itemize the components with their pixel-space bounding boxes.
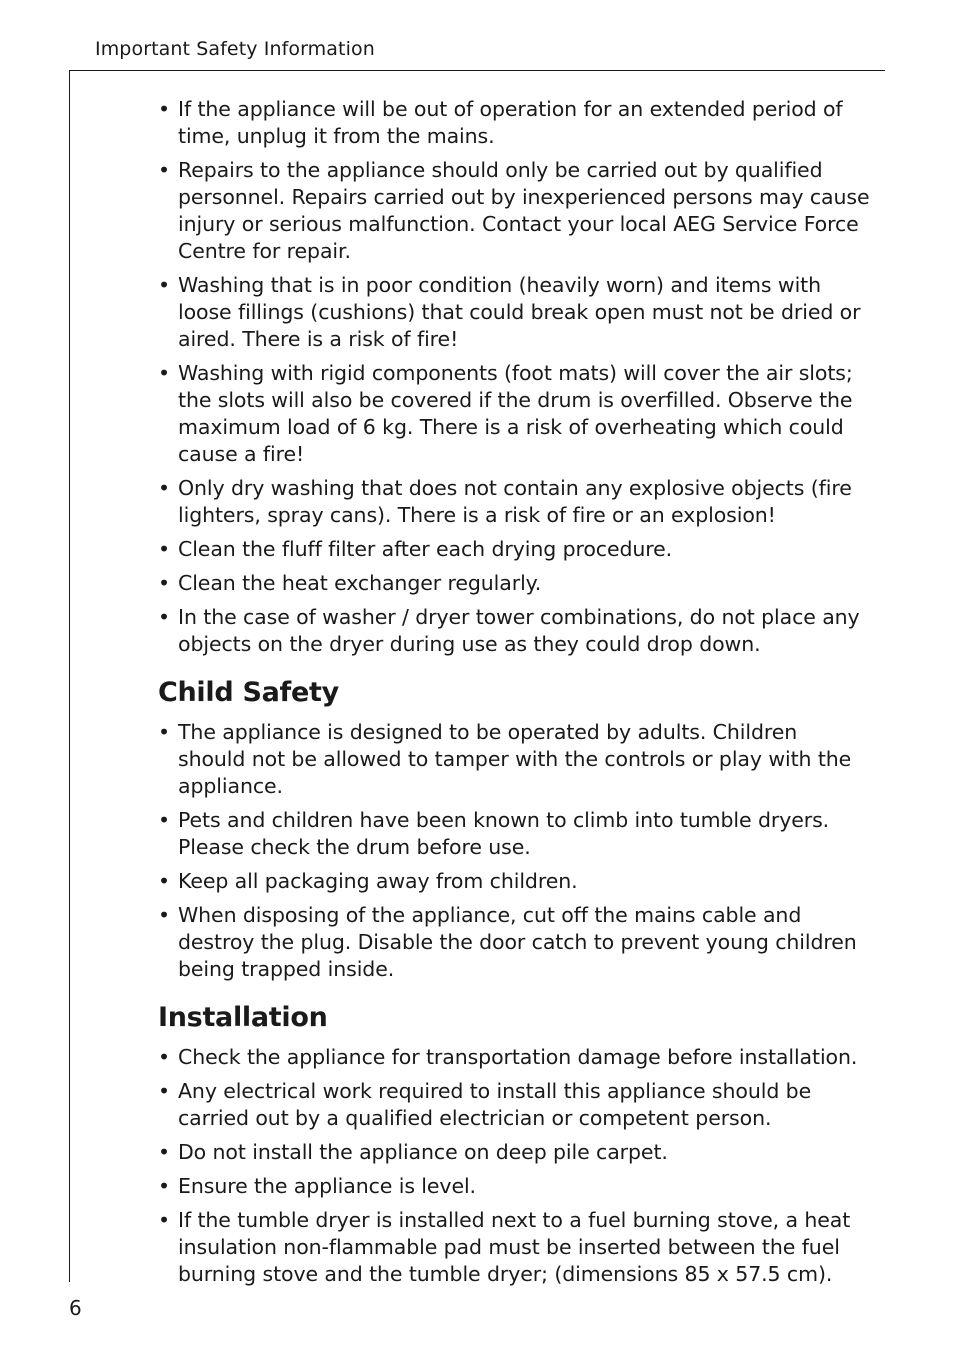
bullet-icon: • bbox=[158, 1079, 170, 1103]
list-item-text: When disposing of the appliance, cut off the mains cable and destroy the plug. Disable the door catch to prevent young children being trapped inside. bbox=[178, 903, 857, 981]
bullet-list bbox=[158, 96, 870, 658]
list-item-text: The appliance is designed to be operated by adults. Children should not be allowed to tamper with the controls or play with the appliance. bbox=[178, 720, 852, 798]
list-item bbox=[158, 96, 870, 150]
bullet-icon: • bbox=[158, 1140, 170, 1164]
bullet-icon: • bbox=[158, 361, 170, 385]
list-item bbox=[158, 902, 870, 983]
list-item bbox=[158, 604, 870, 658]
page-number: 6 bbox=[69, 1296, 82, 1320]
bullet-icon: • bbox=[158, 903, 170, 927]
bullet-list-child-safety bbox=[158, 719, 870, 983]
bullet-icon: • bbox=[158, 605, 170, 629]
list-item-text: Do not install the appliance on deep pile carpet. bbox=[178, 1140, 668, 1164]
bullet-list-installation bbox=[158, 1044, 870, 1288]
list-item bbox=[158, 570, 870, 597]
list-item-text: Washing that is in poor condition (heavily worn) and items with loose fillings (cushions) that could break open must not be dried or aired. There is a risk of fire! bbox=[178, 273, 861, 351]
list-item-text: Any electrical work required to install this appliance should be carried out by a qualified electrician or competent person. bbox=[178, 1079, 812, 1130]
bullet-icon: • bbox=[158, 720, 170, 744]
bullet-icon: • bbox=[158, 476, 170, 500]
list-item bbox=[158, 1044, 870, 1071]
list-item-text: Clean the fluff filter after each drying procedure. bbox=[178, 537, 673, 561]
bullet-icon: • bbox=[158, 537, 170, 561]
list-item-text: If the appliance will be out of operation for an extended period of time, unplug it from the mains. bbox=[178, 97, 843, 148]
bullet-icon: • bbox=[158, 869, 170, 893]
bullet-icon: • bbox=[158, 1174, 170, 1198]
page-header-title: Important Safety Information bbox=[95, 38, 375, 60]
list-item bbox=[158, 719, 870, 800]
list-item bbox=[158, 1207, 870, 1288]
list-item-text: If the tumble dryer is installed next to a fuel burning stove, a heat insulation non-flammable pad must be inserted between the fuel burning stove and the tumble dryer; (dimensions 85 x 57.5 cm). bbox=[178, 1208, 851, 1286]
list-item bbox=[158, 807, 870, 861]
bullet-icon: • bbox=[158, 808, 170, 832]
list-item bbox=[158, 1139, 870, 1166]
bullet-icon: • bbox=[158, 97, 170, 121]
bullet-icon: • bbox=[158, 571, 170, 595]
section-heading-child-safety: Child Safety bbox=[158, 677, 339, 708]
bullet-icon: • bbox=[158, 273, 170, 297]
list-item bbox=[158, 272, 870, 353]
list-item-text: Only dry washing that does not contain any explosive objects (fire lighters, spray cans). There is a risk of fire or an explosion! bbox=[178, 476, 852, 527]
bullet-icon: • bbox=[158, 1208, 170, 1232]
list-item bbox=[158, 157, 870, 265]
list-item bbox=[158, 536, 870, 563]
list-item-text: Ensure the appliance is level. bbox=[178, 1174, 476, 1198]
bullet-icon: • bbox=[158, 158, 170, 182]
section-heading-installation: Installation bbox=[158, 1002, 328, 1033]
list-item bbox=[158, 360, 870, 468]
list-item bbox=[158, 1173, 870, 1200]
list-item-text: Washing with rigid components (foot mats) will cover the air slots; the slots will also be covered if the drum is overfilled. Observe the maximum load of 6 kg. There is a risk of overheating which could cause a fire! bbox=[178, 361, 853, 466]
header-rule bbox=[69, 70, 885, 71]
list-item bbox=[158, 1078, 870, 1132]
page-content bbox=[158, 96, 870, 1295]
left-margin-rule bbox=[69, 70, 70, 1282]
list-item bbox=[158, 868, 870, 895]
list-item-text: Pets and children have been known to climb into tumble dryers. Please check the drum before use. bbox=[178, 808, 830, 859]
list-item-text: In the case of washer / dryer tower combinations, do not place any objects on the dryer during use as they could drop down. bbox=[178, 605, 860, 656]
list-item-text: Clean the heat exchanger regularly. bbox=[178, 571, 542, 595]
list-item-text: Check the appliance for transportation damage before installation. bbox=[178, 1045, 858, 1069]
list-item-text: Repairs to the appliance should only be carried out by qualified personnel. Repairs carried out by inexperienced persons may cause injury or serious malfunction. Contact your local AEG Service Force Centre for repair. bbox=[178, 158, 870, 263]
list-item-text: Keep all packaging away from children. bbox=[178, 869, 578, 893]
list-item bbox=[158, 475, 870, 529]
bullet-icon: • bbox=[158, 1045, 170, 1069]
